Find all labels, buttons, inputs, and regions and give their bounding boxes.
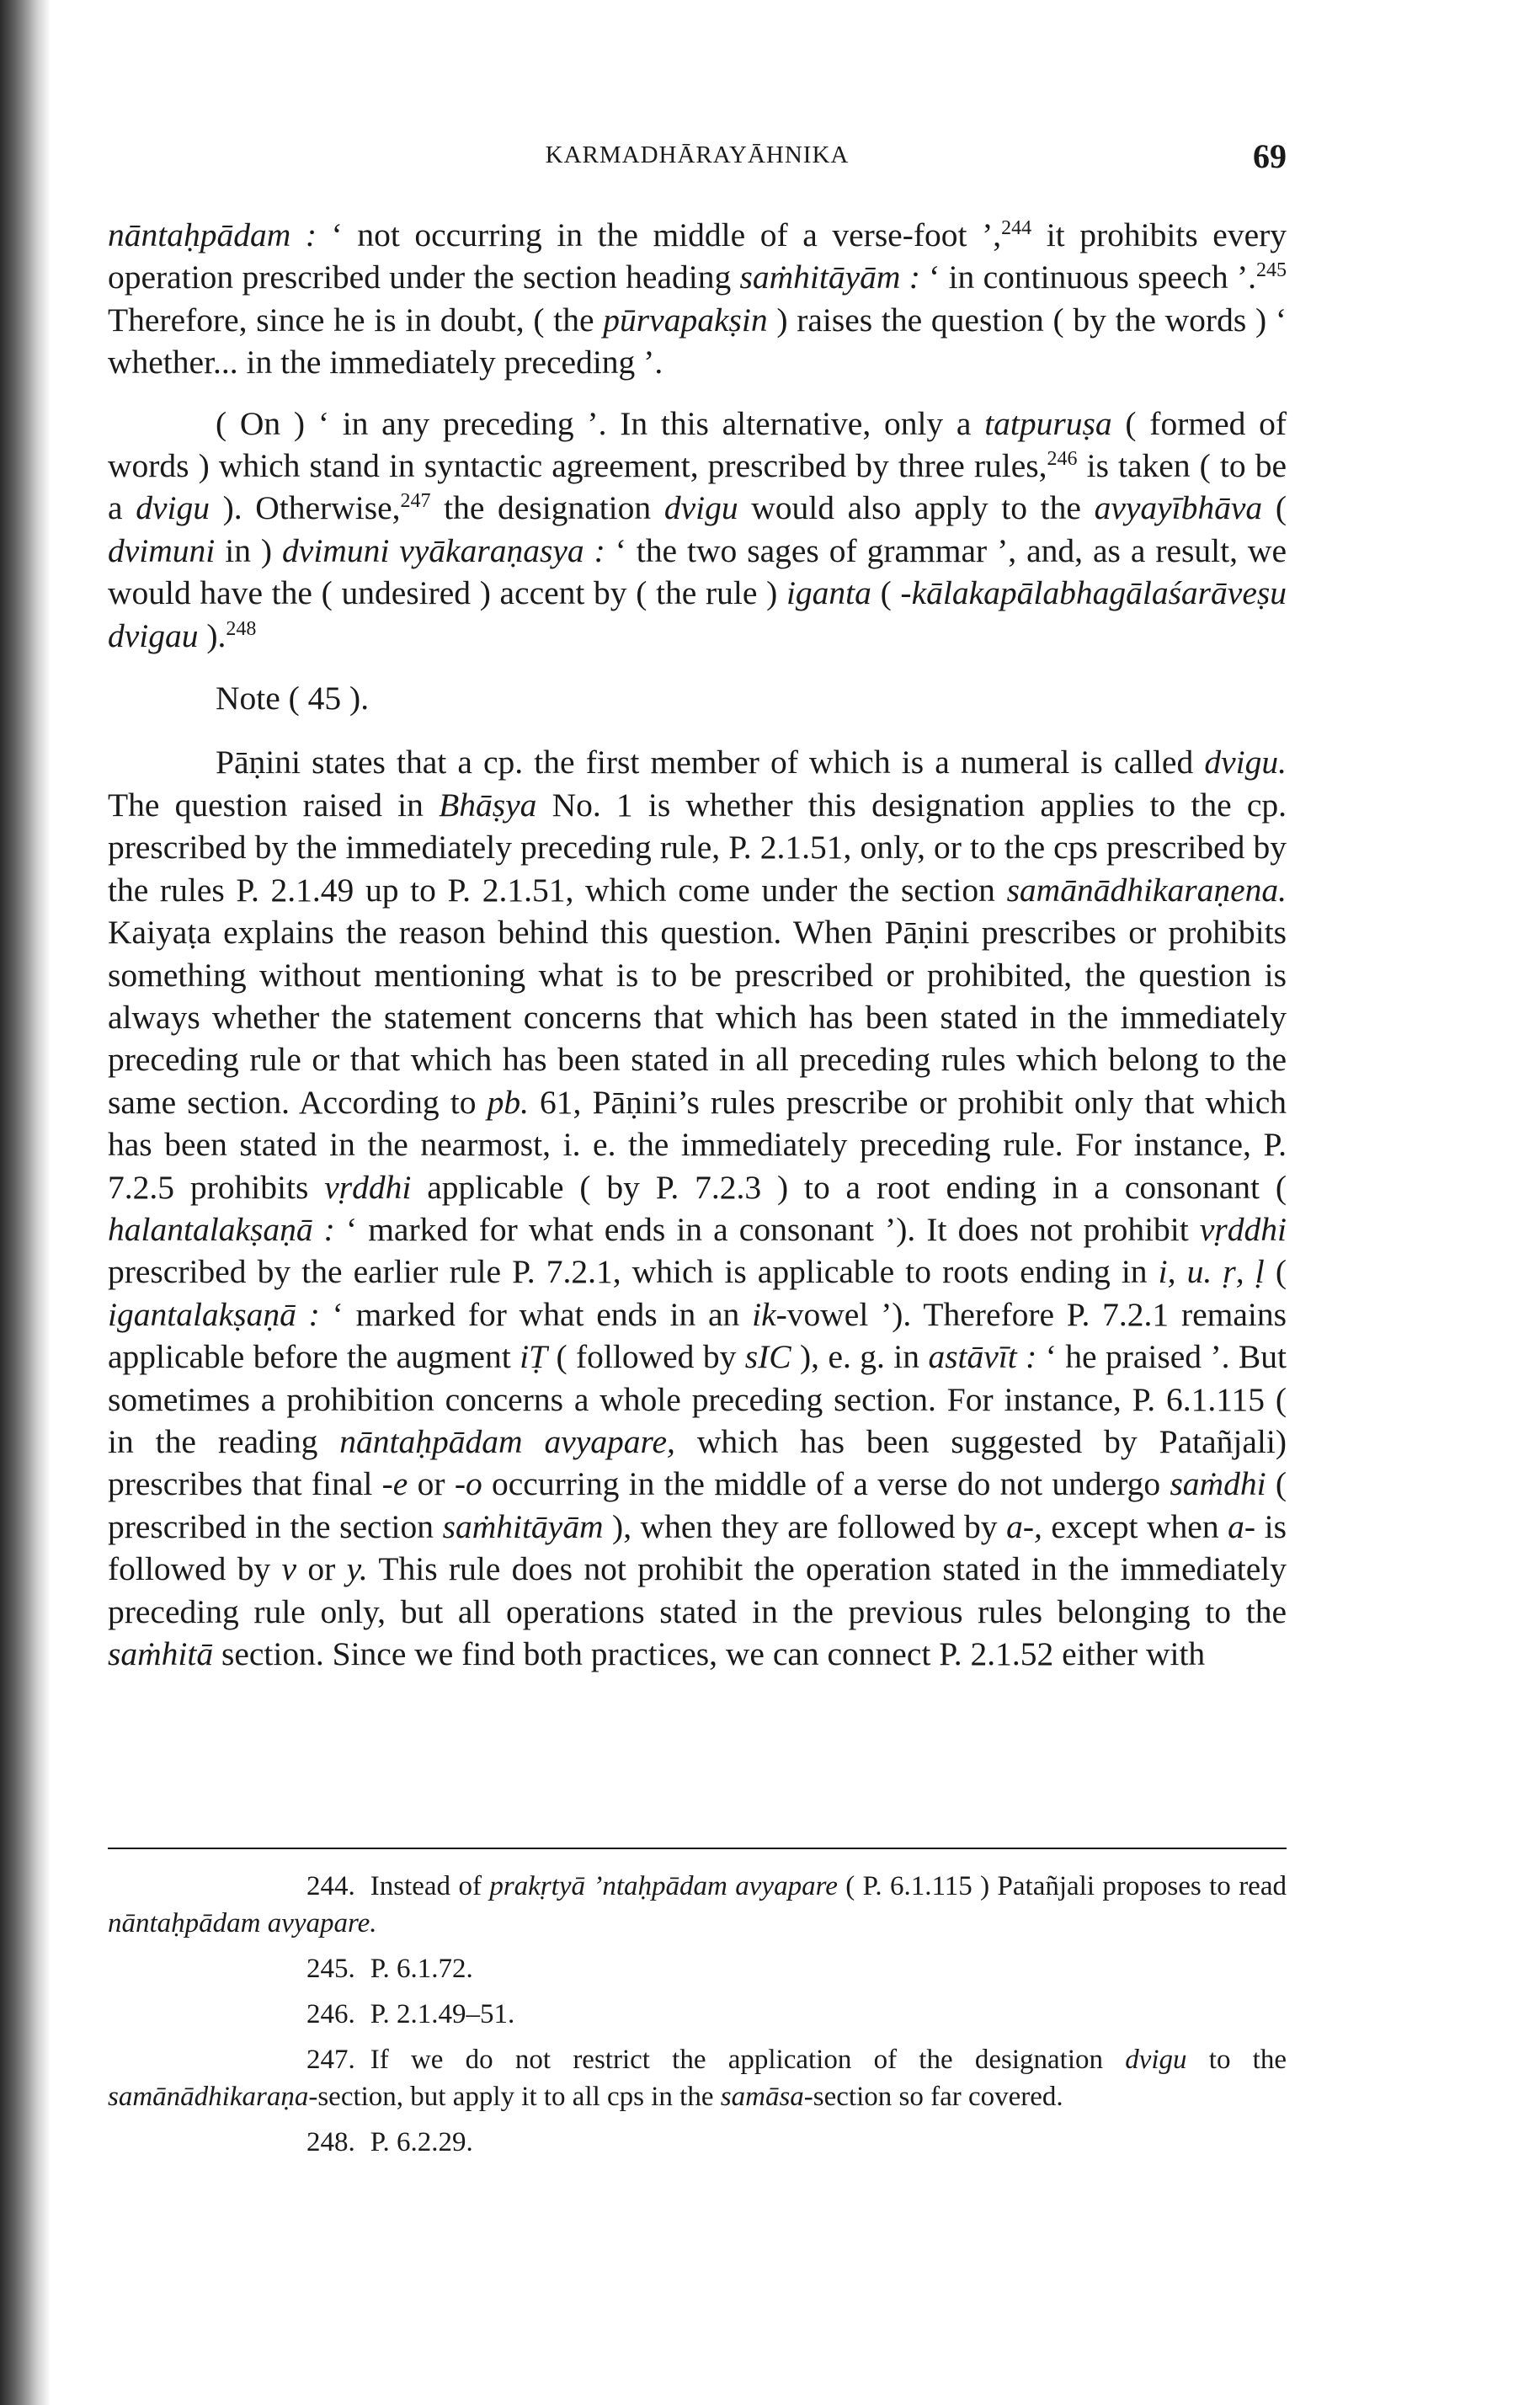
text-run: a- <box>1228 1507 1256 1545</box>
text-run: it prohibits every operation prescribed under the section heading <box>108 216 1287 296</box>
text-run: -section, but apply it to all cps in the <box>308 2082 721 2112</box>
text-run: ‘ he praised ’. But sometimes a prohibition concerns a whole preceding section. For instance, P. 6.1.115 ( in the reading <box>108 1338 1287 1460</box>
footnote-number: 248. <box>306 2127 355 2157</box>
text-run: -section so far covered. <box>803 2082 1063 2112</box>
text-run: Bhāṣya <box>439 786 537 824</box>
text-run: prescribed by the earlier rule P. 7.2.1, which is applicable to roots ending in <box>108 1253 1159 1291</box>
text-run: The question raised in <box>108 786 440 824</box>
text-run: saṁdhi <box>1170 1465 1266 1503</box>
text-run: Kaiyaṭa explains the reason behind this question. When Pāṇini prescribes or prohibits something without mentioning what is to be prescribed or prohibited, the question is always whether the statement concerns that which has been stated in the immediately preceding rule or that which has been stated in all preceding rules which belong to the same section. According to <box>108 914 1287 1121</box>
text-run: in ) <box>215 531 283 569</box>
text-run: pb. <box>487 1083 529 1121</box>
text-run: ( <box>1262 489 1287 527</box>
footnote <box>108 1950 1287 1987</box>
text-run: No. 1 is whether this designation applies to the cp. prescribed by the immediately preceding rule, P. 2.1.51, only, or to the cps prescribed by the rules P. 2.1.49 up to P. 2.1.51, which come under the section <box>108 786 1287 909</box>
text-run: a-, <box>1006 1507 1042 1545</box>
text-run: the designation <box>430 489 664 527</box>
text-run: samānādhikaraṇena. <box>1006 871 1287 909</box>
text-run: -vowel ’). Therefore P. 7.2.1 remains applicable before the augment <box>108 1295 1287 1376</box>
text-run: ). Otherwise, <box>209 489 401 527</box>
text-run: ) raises the question ( by the words ) ‘ whether... in the immediately preceding ’. <box>108 301 1287 381</box>
footnote-ref: 244 <box>1001 216 1032 239</box>
footnote-ref: 248 <box>226 617 257 640</box>
footnotes <box>108 1848 1287 2169</box>
text-run: would also apply to the <box>738 489 1095 527</box>
text-run: dvimuni vyākaraṇasya : <box>282 531 605 569</box>
text-run: P. 2.1.49–51. <box>370 1999 515 2029</box>
text-run: saṁhitāyām <box>442 1507 604 1545</box>
footnote-ref: 245 <box>1256 259 1287 282</box>
text-run: nāntaḥpādam : <box>108 216 317 253</box>
page-header <box>108 137 1287 184</box>
text-run: ). <box>198 616 226 654</box>
text-run: ‘ marked for what ends in an <box>319 1295 753 1333</box>
text-run: prakṛtyā ’ntaḥpādam avyapare <box>489 1871 838 1901</box>
text-run: pūrvapakṣin <box>603 301 768 339</box>
body-text <box>108 214 1287 1675</box>
text-run: or <box>408 1465 455 1503</box>
footnote-number: 245. <box>306 1954 355 1984</box>
text-run: vṛddhi <box>324 1168 412 1206</box>
text-run: samānādhikaraṇa <box>108 2082 309 2112</box>
text-run: sIC <box>744 1338 791 1376</box>
text-run: P. 6.1.72. <box>370 1954 473 1984</box>
text-run: to the <box>1186 2045 1287 2075</box>
text-run: section. Since we find both practices, we can connect P. 2.1.52 either with <box>213 1635 1206 1672</box>
text-run: dvigu <box>136 489 210 527</box>
text-run: ( <box>1264 1253 1287 1291</box>
text-run: y. <box>346 1550 368 1588</box>
text-run: halantalakṣaṇā : <box>108 1210 335 1248</box>
paragraph <box>108 214 1287 384</box>
text-run: is taken ( to be a <box>108 447 1287 527</box>
text-run: -o <box>454 1465 482 1503</box>
text-run: i, u. ṛ, ḷ <box>1158 1253 1265 1291</box>
text-run: ik <box>752 1295 776 1333</box>
text-run: -e <box>381 1465 408 1503</box>
text-run: ( P. 6.1.115 ) Patañjali proposes to read <box>837 1871 1287 1901</box>
footnote-ref: 246 <box>1047 447 1078 470</box>
text-run: ‘ the two sages of grammar ’, and, as a result, we would have the ( undesired ) accent by ( the rule ) <box>108 531 1287 612</box>
text-run: is followed by <box>108 1507 1287 1588</box>
text-run: saṁhitāyām : <box>739 259 920 296</box>
text-run: or <box>296 1550 347 1588</box>
text-run: ), when they are followed by <box>603 1507 1007 1545</box>
text-run: ‘ in continuous speech ’. <box>919 259 1256 296</box>
footnote <box>108 1996 1287 2033</box>
footnote <box>108 2124 1287 2161</box>
text-run: igantalakṣaṇā : <box>108 1295 320 1333</box>
text-run: samāsa <box>720 2082 804 2112</box>
text-run: tatpuruṣa <box>984 404 1112 442</box>
running-head: KARMADHĀRAYĀHNIKA <box>545 141 850 168</box>
text-run: Note ( 45 ). <box>216 680 370 717</box>
text-run: occurring in the middle of a verse do not undergo <box>482 1465 1170 1503</box>
text-run: ‘ marked for what ends in a consonant ’). It does not prohibit <box>334 1210 1200 1248</box>
page-number: 69 <box>1253 137 1287 175</box>
text-run: ( followed by <box>547 1338 745 1376</box>
footnote-number: 247. <box>306 2045 355 2075</box>
text-run: except when <box>1042 1507 1228 1545</box>
footnote-number: 246. <box>306 1999 355 2029</box>
text-run: If we do not restrict the application of the designation <box>370 2045 1126 2075</box>
text-run: astāvīt : <box>928 1338 1037 1376</box>
footnote <box>108 1868 1287 1942</box>
text-run: P. 6.2.29. <box>370 2127 473 2157</box>
text-run: saṁhitā <box>108 1635 214 1672</box>
footnote <box>108 2041 1287 2115</box>
text-run: dvigu <box>663 489 738 527</box>
text-run: This rule does not prohibit the operation stated in the immediately preceding rule only, but all operations stated in the previous rules belonging to the <box>108 1550 1287 1630</box>
text-run: nāntaḥpādam avyapare. <box>108 1908 377 1938</box>
text-run: avyayībhāva <box>1094 489 1263 527</box>
text-run: applicable ( by P. 7.2.3 ) to a root ending in a consonant ( <box>411 1168 1287 1206</box>
text-run: dvimuni <box>108 531 216 569</box>
text-run: dvigu. <box>1204 744 1287 781</box>
text-run: 61, Pāṇini’s rules prescribe or prohibit only that which has been stated in the nearmost, i. e. the immediately preceding rule. For instance, P. 7.2.5 prohibits <box>108 1083 1287 1206</box>
text-run: ‘ not occurring in the middle of a verse-foot ’, <box>317 216 1002 253</box>
book-binding-shadow <box>0 0 51 2405</box>
paragraph <box>108 741 1287 1675</box>
text-run: ( formed of words ) which stand in syntactic agreement, prescribed by three rules, <box>108 404 1287 485</box>
text-run: nāntaḥpādam avyapare, <box>339 1422 675 1460</box>
footnote-number: 244. <box>306 1871 355 1901</box>
text-run: Pāṇini states that a cp. the first member of which is a numeral is called <box>216 744 1205 781</box>
text-run: Instead of <box>370 1871 490 1901</box>
text-run: Therefore, since he is in doubt, ( the <box>108 301 604 339</box>
text-run: dvigu <box>1125 2045 1187 2075</box>
text-run: vṛddhi <box>1199 1210 1287 1248</box>
text-run: ( prescribed in the section <box>108 1465 1287 1545</box>
text-run: -kālakapālabhagālaśarāveṣu dvigau <box>108 574 1287 654</box>
text-run: ), e. g. in <box>791 1338 929 1376</box>
text-run: ( <box>871 574 901 612</box>
text-run: iṬ <box>520 1338 548 1376</box>
paragraph <box>108 403 1287 657</box>
note-heading <box>108 677 1287 719</box>
text-run: ( On ) ‘ in any preceding ’. In this alternative, only a <box>216 404 985 442</box>
footnote-ref: 247 <box>400 490 431 513</box>
text-run: iganta <box>786 574 871 612</box>
text-run: which has been suggested by Patañjali) prescribes that final <box>108 1422 1287 1503</box>
text-run: v <box>281 1550 297 1588</box>
